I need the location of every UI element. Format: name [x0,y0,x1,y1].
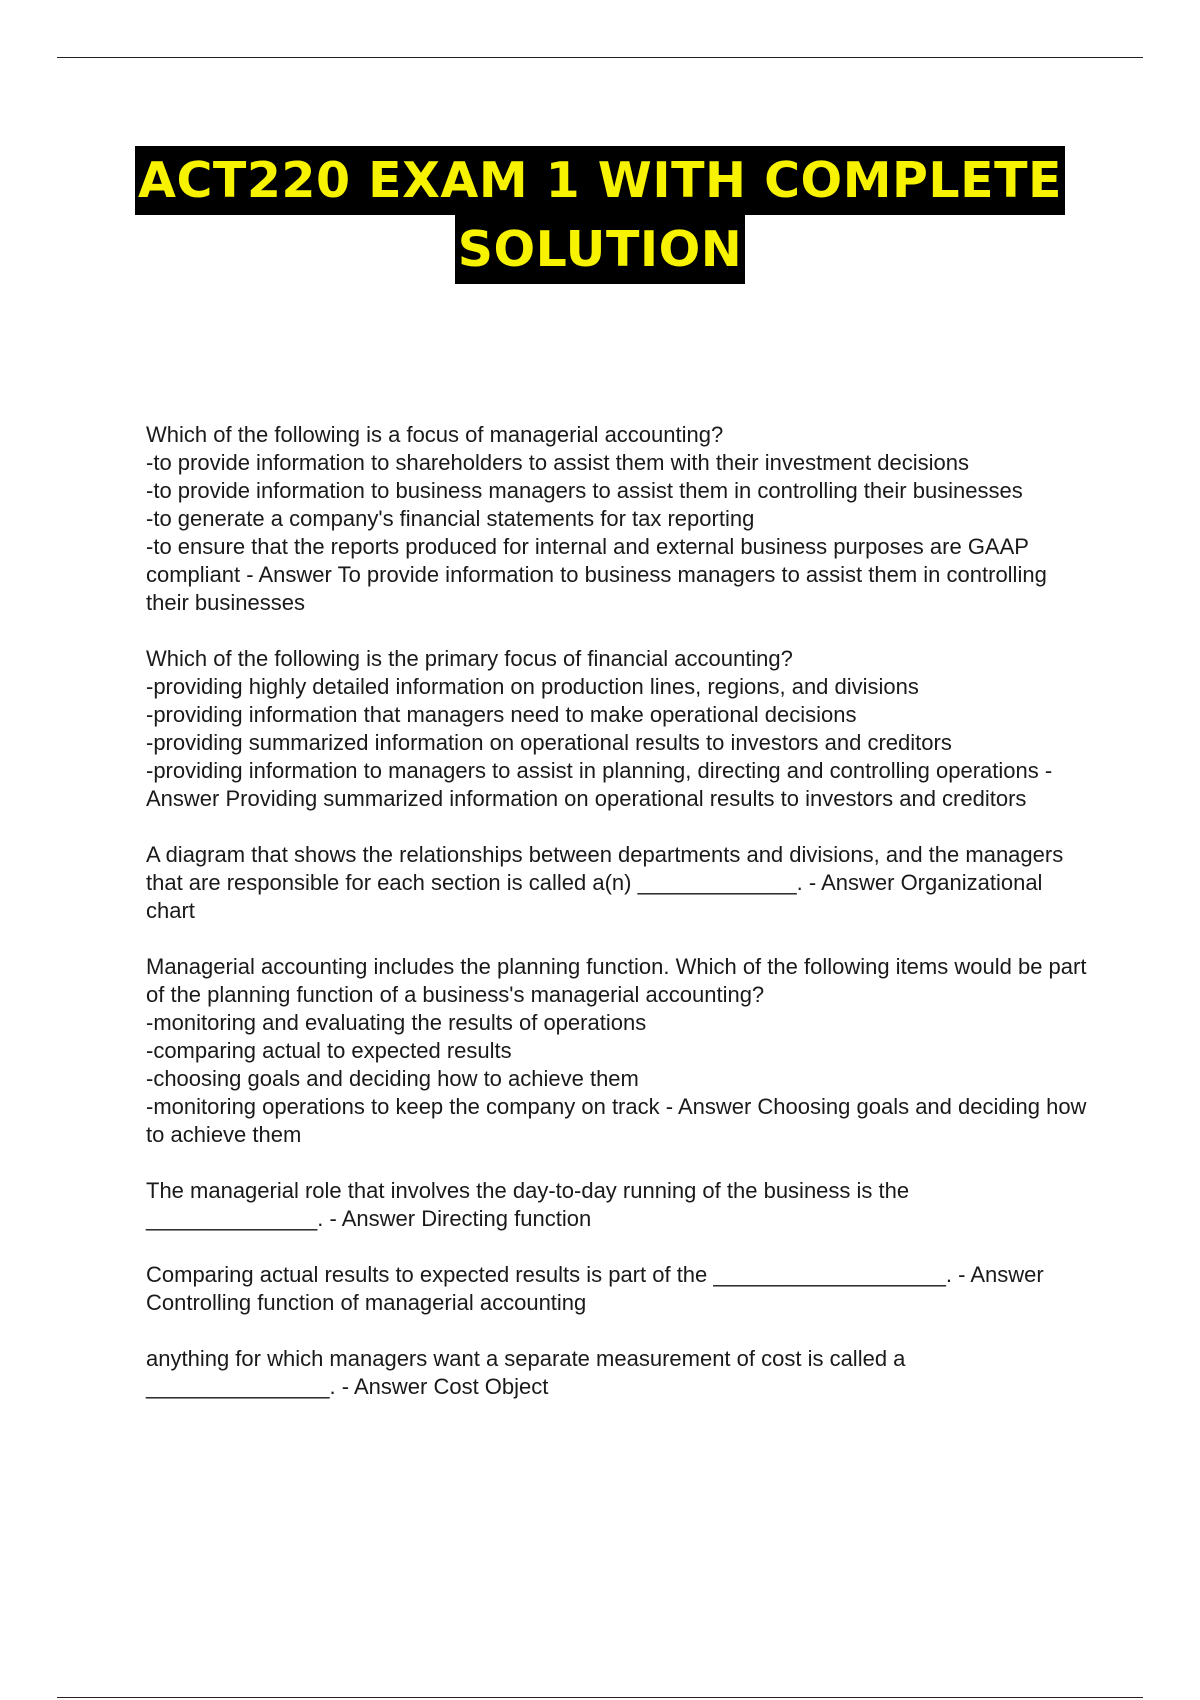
option-answer-text: -to ensure that the reports produced for internal and external business purposes are GAAP compliant - Answer To provide information to business managers to assist them in controlling their businesses [146,534,1047,615]
option-answer-text: -monitoring operations to keep the company on track - Answer Choosing goals and deciding how to achieve them [146,1094,1087,1147]
option-answer-text: -providing information to managers to assist in planning, directing and controlling operations - Answer Providing summarized information on operational results to investors and creditors [146,758,1053,811]
question-text: Managerial accounting includes the planning function. Which of the following items would be part of the planning function of a business's managerial accounting? [146,954,1087,1007]
question-text: Which of the following is a focus of managerial accounting? [146,422,724,447]
qa-item-6 [146,1261,1091,1317]
title-line-1: ACT220 EXAM 1 WITH COMPLETE [135,146,1065,215]
qa-list [146,421,1091,1429]
qa-item-5 [146,1177,1091,1233]
option-text: -to provide information to shareholders to assist them with their investment decisions [146,450,969,475]
option-text: -providing highly detailed information on production lines, regions, and divisions [146,674,919,699]
bottom-divider [57,1697,1143,1698]
question-answer-text: anything for which managers want a separate measurement of cost is called a _______________. - Answer Cost Object [146,1346,906,1399]
question-answer-text: A diagram that shows the relationships between departments and divisions, and the managers that are responsible for each section is called a(n) _____________. - Answer Organizational chart [146,842,1064,923]
qa-item-2 [146,645,1091,813]
option-text: -monitoring and evaluating the results of operations [146,1010,647,1035]
top-divider [57,57,1143,58]
question-text: Which of the following is the primary focus of financial accounting? [146,646,793,671]
question-answer-text: The managerial role that involves the day-to-day running of the business is the ______________. - Answer Directing function [146,1178,910,1231]
title-line-2: SOLUTION [455,215,746,284]
option-text: -providing summarized information on operational results to investors and creditors [146,730,952,755]
document-title [0,146,1200,284]
qa-item-7 [146,1345,1091,1401]
option-text: -providing information that managers need to make operational decisions [146,702,857,727]
qa-item-3 [146,841,1091,925]
option-text: -choosing goals and deciding how to achieve them [146,1066,639,1091]
qa-item-4 [146,953,1091,1149]
qa-item-1 [146,421,1091,617]
option-text: -to provide information to business managers to assist them in controlling their businesses [146,478,1023,503]
option-text: -to generate a company's financial statements for tax reporting [146,506,755,531]
question-answer-text: Comparing actual results to expected results is part of the ___________________. - Answer Controlling function of managerial accounting [146,1262,1044,1315]
option-text: -comparing actual to expected results [146,1038,512,1063]
